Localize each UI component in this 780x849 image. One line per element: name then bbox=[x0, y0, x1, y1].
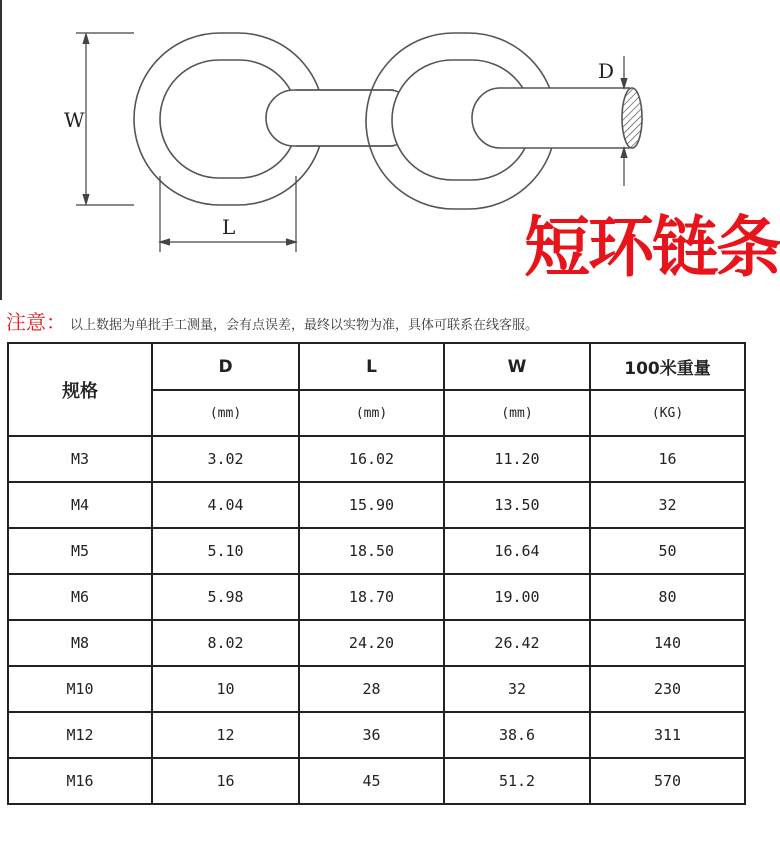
table-row bbox=[8, 528, 745, 574]
header-d: D bbox=[152, 343, 299, 390]
unit-d: (mm) bbox=[152, 390, 299, 436]
cell-l: 18.70 bbox=[299, 574, 444, 620]
table-row bbox=[8, 758, 745, 804]
note-label: 注意： bbox=[6, 310, 66, 334]
cell-w: 38.6 bbox=[444, 712, 590, 758]
header-weight: 100米重量 bbox=[590, 343, 745, 390]
table-row bbox=[8, 436, 745, 482]
cell-model: M8 bbox=[8, 620, 152, 666]
cell-model: M10 bbox=[8, 666, 152, 712]
cell-weight: 80 bbox=[590, 574, 745, 620]
unit-w: (mm) bbox=[444, 390, 590, 436]
cell-l: 45 bbox=[299, 758, 444, 804]
dimension-w bbox=[76, 33, 134, 205]
cell-l: 24.20 bbox=[299, 620, 444, 666]
product-title: 短环链条 bbox=[524, 209, 780, 286]
cell-d: 10 bbox=[152, 666, 299, 712]
cell-weight: 16 bbox=[590, 436, 745, 482]
cell-w: 13.50 bbox=[444, 482, 590, 528]
label-d: D bbox=[598, 59, 615, 83]
cell-model: M4 bbox=[8, 482, 152, 528]
cell-weight: 50 bbox=[590, 528, 745, 574]
cell-w: 32 bbox=[444, 666, 590, 712]
note-text: 以上数据为单批手工测量，会有点误差，最终以实物为准，具体可联系在线客服。 bbox=[70, 318, 539, 333]
cell-d: 3.02 bbox=[152, 436, 299, 482]
cell-w: 11.20 bbox=[444, 436, 590, 482]
label-w: W bbox=[64, 108, 85, 132]
left-edge-line bbox=[0, 0, 2, 300]
cell-w: 51.2 bbox=[444, 758, 590, 804]
cell-d: 5.10 bbox=[152, 528, 299, 574]
cell-l: 28 bbox=[299, 666, 444, 712]
cell-d: 12 bbox=[152, 712, 299, 758]
unit-l: (mm) bbox=[299, 390, 444, 436]
header-l: L bbox=[299, 343, 444, 390]
table-row bbox=[8, 620, 745, 666]
table-row bbox=[8, 482, 745, 528]
cell-model: M16 bbox=[8, 758, 152, 804]
header-model: 规格 bbox=[8, 343, 152, 436]
table-row bbox=[8, 666, 745, 712]
note-line bbox=[6, 306, 538, 338]
cell-w: 19.00 bbox=[444, 574, 590, 620]
cell-w: 26.42 bbox=[444, 620, 590, 666]
dimension-l bbox=[160, 176, 296, 252]
cell-l: 18.50 bbox=[299, 528, 444, 574]
spec-table bbox=[7, 342, 746, 805]
table-row bbox=[8, 574, 745, 620]
cell-l: 15.90 bbox=[299, 482, 444, 528]
header-w: W bbox=[444, 343, 590, 390]
cell-d: 16 bbox=[152, 758, 299, 804]
table-header-row bbox=[8, 343, 745, 390]
cell-weight: 311 bbox=[590, 712, 745, 758]
cell-d: 4.04 bbox=[152, 482, 299, 528]
cell-w: 16.64 bbox=[444, 528, 590, 574]
cell-model: M5 bbox=[8, 528, 152, 574]
unit-weight: (KG) bbox=[590, 390, 745, 436]
cell-weight: 570 bbox=[590, 758, 745, 804]
cell-model: M6 bbox=[8, 574, 152, 620]
cell-d: 5.98 bbox=[152, 574, 299, 620]
cell-model: M12 bbox=[8, 712, 152, 758]
label-l: L bbox=[222, 215, 236, 239]
table-row bbox=[8, 712, 745, 758]
chain-rod-end bbox=[472, 88, 642, 148]
cell-weight: 230 bbox=[590, 666, 745, 712]
cell-weight: 32 bbox=[590, 482, 745, 528]
cell-d: 8.02 bbox=[152, 620, 299, 666]
cell-l: 36 bbox=[299, 712, 444, 758]
cell-model: M3 bbox=[8, 436, 152, 482]
cell-l: 16.02 bbox=[299, 436, 444, 482]
cell-weight: 140 bbox=[590, 620, 745, 666]
